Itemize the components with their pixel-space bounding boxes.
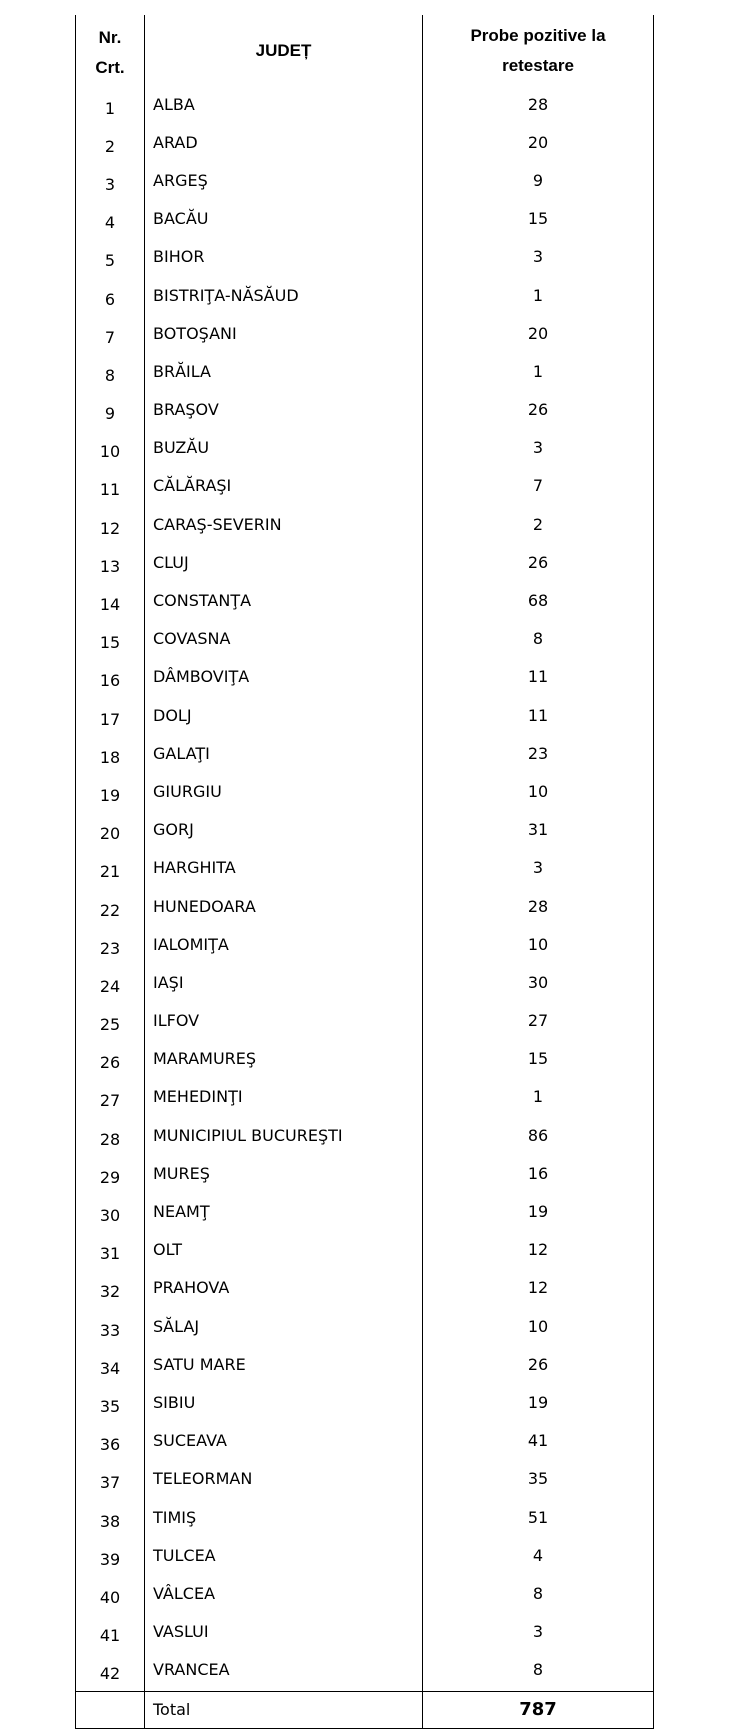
row-nr: 15 <box>76 622 145 660</box>
row-nr: 11 <box>76 469 145 507</box>
row-nr: 4 <box>76 202 145 240</box>
row-value: 16 <box>423 1156 654 1194</box>
row-value: 8 <box>423 1653 654 1692</box>
table-row <box>76 125 654 163</box>
row-value: 31 <box>423 813 654 851</box>
row-value: 12 <box>423 1233 654 1271</box>
row-value: 15 <box>423 1042 654 1080</box>
table-row <box>76 469 654 507</box>
row-value: 8 <box>423 1576 654 1614</box>
row-judet: VÂLCEA <box>145 1576 423 1614</box>
header-nr-line1: Nr. <box>98 28 122 47</box>
row-nr: 20 <box>76 813 145 851</box>
county-positive-retest-table <box>75 15 654 1729</box>
table-row <box>76 1500 654 1538</box>
row-judet: ALBA <box>145 87 423 125</box>
row-judet: GIURGIU <box>145 774 423 812</box>
row-judet: BIHOR <box>145 240 423 278</box>
table-row <box>76 545 654 583</box>
row-judet: SIBIU <box>145 1385 423 1423</box>
table-row <box>76 1347 654 1385</box>
total-nr-cell <box>76 1691 145 1728</box>
row-judet: MARAMUREŞ <box>145 1042 423 1080</box>
row-value: 26 <box>423 393 654 431</box>
row-value: 10 <box>423 1309 654 1347</box>
row-nr: 25 <box>76 1004 145 1042</box>
row-judet: VRANCEA <box>145 1653 423 1692</box>
table-row <box>76 1385 654 1423</box>
row-judet: HUNEDOARA <box>145 889 423 927</box>
row-nr: 8 <box>76 354 145 392</box>
row-judet: BISTRIŢA-NĂSĂUD <box>145 278 423 316</box>
row-value: 10 <box>423 774 654 812</box>
table-row <box>76 316 654 354</box>
row-nr: 39 <box>76 1538 145 1576</box>
row-judet: BUZĂU <box>145 431 423 469</box>
row-nr: 35 <box>76 1385 145 1423</box>
row-value: 9 <box>423 163 654 201</box>
row-value: 27 <box>423 1004 654 1042</box>
row-judet: ARAD <box>145 125 423 163</box>
row-nr: 26 <box>76 1042 145 1080</box>
row-judet: MUREŞ <box>145 1156 423 1194</box>
row-nr: 32 <box>76 1271 145 1309</box>
row-value: 1 <box>423 278 654 316</box>
row-nr: 9 <box>76 393 145 431</box>
table-row <box>76 622 654 660</box>
row-judet: CONSTANŢA <box>145 583 423 621</box>
table-row <box>76 889 654 927</box>
row-nr: 13 <box>76 545 145 583</box>
table-row <box>76 507 654 545</box>
row-value: 1 <box>423 354 654 392</box>
row-value: 10 <box>423 927 654 965</box>
header-judet: JUDEȚ <box>145 15 423 87</box>
row-value: 3 <box>423 1615 654 1653</box>
table-row <box>76 965 654 1003</box>
row-judet: CĂLĂRAŞI <box>145 469 423 507</box>
row-value: 15 <box>423 202 654 240</box>
total-label: Total <box>145 1691 423 1728</box>
header-probe-line1: Probe pozitive la <box>470 26 606 45</box>
row-value: 28 <box>423 889 654 927</box>
row-value: 19 <box>423 1385 654 1423</box>
row-nr: 16 <box>76 660 145 698</box>
row-nr: 27 <box>76 1080 145 1118</box>
table-row <box>76 163 654 201</box>
table-row <box>76 87 654 125</box>
row-value: 20 <box>423 316 654 354</box>
table-row <box>76 1042 654 1080</box>
table-row <box>76 851 654 889</box>
row-nr: 40 <box>76 1576 145 1614</box>
row-judet: TELEORMAN <box>145 1462 423 1500</box>
row-judet: IALOMIŢA <box>145 927 423 965</box>
table-row <box>76 1576 654 1614</box>
row-judet: SATU MARE <box>145 1347 423 1385</box>
row-nr: 10 <box>76 431 145 469</box>
table-row <box>76 1653 654 1692</box>
row-judet: BRĂILA <box>145 354 423 392</box>
row-nr: 42 <box>76 1653 145 1692</box>
row-value: 28 <box>423 87 654 125</box>
row-nr: 37 <box>76 1462 145 1500</box>
row-judet: ARGEŞ <box>145 163 423 201</box>
table-row <box>76 736 654 774</box>
row-nr: 22 <box>76 889 145 927</box>
row-value: 2 <box>423 507 654 545</box>
table-row <box>76 1462 654 1500</box>
row-nr: 18 <box>76 736 145 774</box>
table-row <box>76 1080 654 1118</box>
row-nr: 5 <box>76 240 145 278</box>
row-judet: BRAŞOV <box>145 393 423 431</box>
row-judet: COVASNA <box>145 622 423 660</box>
row-nr: 17 <box>76 698 145 736</box>
row-nr: 30 <box>76 1194 145 1232</box>
row-judet: GORJ <box>145 813 423 851</box>
row-judet: MEHEDINŢI <box>145 1080 423 1118</box>
row-value: 41 <box>423 1424 654 1462</box>
row-nr: 23 <box>76 927 145 965</box>
row-nr: 38 <box>76 1500 145 1538</box>
table-header-row <box>76 15 654 87</box>
row-nr: 19 <box>76 774 145 812</box>
row-value: 11 <box>423 660 654 698</box>
row-judet: TULCEA <box>145 1538 423 1576</box>
row-value: 51 <box>423 1500 654 1538</box>
table-row <box>76 1309 654 1347</box>
table-row <box>76 1424 654 1462</box>
table-row <box>76 774 654 812</box>
row-value: 3 <box>423 240 654 278</box>
row-nr: 36 <box>76 1424 145 1462</box>
row-nr: 12 <box>76 507 145 545</box>
row-value: 23 <box>423 736 654 774</box>
row-nr: 7 <box>76 316 145 354</box>
row-nr: 33 <box>76 1309 145 1347</box>
row-judet: HARGHITA <box>145 851 423 889</box>
total-row <box>76 1691 654 1728</box>
table-row <box>76 1156 654 1194</box>
table-row <box>76 1615 654 1653</box>
table-row <box>76 278 654 316</box>
table-row <box>76 583 654 621</box>
table-row <box>76 202 654 240</box>
row-judet: BACĂU <box>145 202 423 240</box>
table-row <box>76 660 654 698</box>
table-row <box>76 431 654 469</box>
row-value: 68 <box>423 583 654 621</box>
row-nr: 24 <box>76 965 145 1003</box>
table-row <box>76 927 654 965</box>
table-row <box>76 1538 654 1576</box>
total-value: 787 <box>423 1691 654 1728</box>
row-judet: SUCEAVA <box>145 1424 423 1462</box>
row-nr: 3 <box>76 163 145 201</box>
row-judet: SĂLAJ <box>145 1309 423 1347</box>
header-nr-crt <box>76 15 145 87</box>
row-nr: 6 <box>76 278 145 316</box>
row-value: 3 <box>423 431 654 469</box>
row-value: 8 <box>423 622 654 660</box>
table-row <box>76 354 654 392</box>
row-nr: 41 <box>76 1615 145 1653</box>
row-judet: CARAŞ-SEVERIN <box>145 507 423 545</box>
row-judet: ILFOV <box>145 1004 423 1042</box>
row-judet: NEAMŢ <box>145 1194 423 1232</box>
row-judet: MUNICIPIUL BUCUREŞTI <box>145 1118 423 1156</box>
row-value: 35 <box>423 1462 654 1500</box>
row-nr: 31 <box>76 1233 145 1271</box>
row-value: 12 <box>423 1271 654 1309</box>
row-judet: BOTOŞANI <box>145 316 423 354</box>
table-row <box>76 813 654 851</box>
row-value: 4 <box>423 1538 654 1576</box>
row-value: 20 <box>423 125 654 163</box>
row-value: 26 <box>423 1347 654 1385</box>
table-row <box>76 1118 654 1156</box>
row-value: 7 <box>423 469 654 507</box>
row-judet: TIMIŞ <box>145 1500 423 1538</box>
table-row <box>76 393 654 431</box>
header-nr-line2: Crt. <box>95 58 125 77</box>
row-value: 86 <box>423 1118 654 1156</box>
row-judet: DOLJ <box>145 698 423 736</box>
row-judet: CLUJ <box>145 545 423 583</box>
table-row <box>76 1271 654 1309</box>
header-probe-pozitive <box>423 15 654 87</box>
table-row <box>76 1233 654 1271</box>
row-judet: PRAHOVA <box>145 1271 423 1309</box>
row-value: 11 <box>423 698 654 736</box>
row-nr: 2 <box>76 125 145 163</box>
row-judet: IAŞI <box>145 965 423 1003</box>
table-row <box>76 1004 654 1042</box>
row-judet: GALAŢI <box>145 736 423 774</box>
row-nr: 29 <box>76 1156 145 1194</box>
row-value: 30 <box>423 965 654 1003</box>
row-value: 3 <box>423 851 654 889</box>
row-nr: 34 <box>76 1347 145 1385</box>
row-judet: VASLUI <box>145 1615 423 1653</box>
row-judet: OLT <box>145 1233 423 1271</box>
table-row <box>76 240 654 278</box>
table-body <box>76 87 654 1691</box>
row-nr: 21 <box>76 851 145 889</box>
table-row <box>76 698 654 736</box>
row-value: 26 <box>423 545 654 583</box>
row-nr: 28 <box>76 1118 145 1156</box>
row-value: 1 <box>423 1080 654 1118</box>
table-row <box>76 1194 654 1232</box>
header-probe-line2: retestare <box>502 56 574 75</box>
row-judet: DÂMBOVIŢA <box>145 660 423 698</box>
row-nr: 1 <box>76 87 145 125</box>
row-value: 19 <box>423 1194 654 1232</box>
row-nr: 14 <box>76 583 145 621</box>
